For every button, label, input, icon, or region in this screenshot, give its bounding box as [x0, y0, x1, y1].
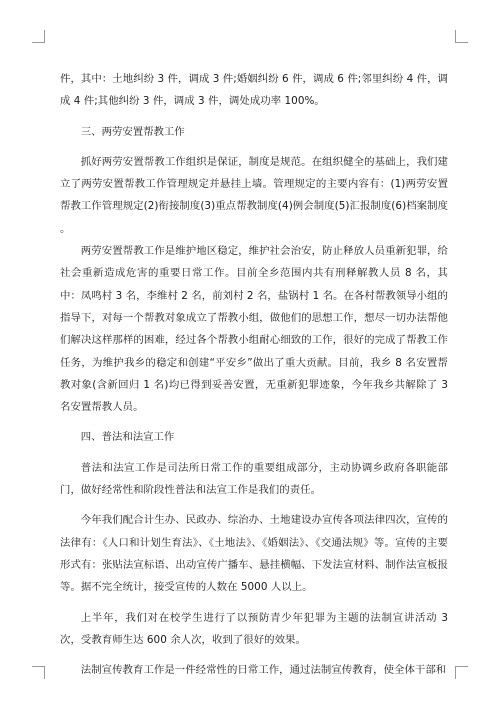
crop-mark-bottom-left	[32, 666, 45, 679]
paragraph-resettlement-rules: 抓好两劳安置帮教工作组织是保证，制度是规范。在组织健全的基础上，我们建立了两劳安置帮教工作管理规定并悬挂上墙。管理规定的主要内容有：(1)两劳安置帮教工作管理规定(2)衔接制度(3)重点帮教制度(4)例会制度(5)汇报制度(6)档案制度 。	[60, 155, 448, 235]
paragraph-school-lectures: 上半年，我们对在校学生进行了以预防青少年犯罪为主题的法制宣讲活动 3 次，受教育师生达 600 余人次，收到了很好的效果。	[60, 611, 448, 646]
section-heading-resettlement: 三、两劳安置帮教工作	[80, 125, 185, 138]
paragraph-legal-publicity-intro: 普法和法宣工作是司法所日常工作的重要组成部分，主动协调乡政府各职能部门，做好经常性和阶段性普法和法宣工作是我们的责任。	[60, 461, 448, 497]
section-heading-legal-publicity: 四、普法和法宣工作	[80, 431, 175, 444]
document-body	[60, 68, 448, 681]
crop-mark-top-right	[455, 30, 468, 43]
crop-mark-bottom-right	[455, 666, 468, 679]
crop-mark-top-left	[32, 30, 45, 43]
paragraph-resettlement-work: 两劳安置帮教工作是维护地区稳定，维护社会治安，防止释放人员重新犯罪，给社会重新造成危害的重要日常工作。目前全乡范围内共有刑释解教人员 8 名，其中：凤鸣村 3 名，李维村 2 名，前刘村 2 名，盐锅村 1 名。在各村帮教领导小组的指导下，对每一个帮教对象成立了帮教小组，做他们的思想工作，想尽一切办法帮他们解决这样那样的困难，经过各个帮教小组耐心细致的工作，很好的完成了帮教工作任务，为维护我乡的稳定和创建“平安乡”做出了重大贡献。目前，我乡 8 名安置帮教对象(含新回归 1 名)均已得到妥善安置，无重新犯罪迹象，今年我乡共解除了 3 名安置帮教人员。	[60, 245, 448, 414]
paragraph-dispute-summary: 件，其中：土地纠纷 3 件，调成 3 件;婚姻纠纷 6 件，调成 6 件;邻里纠纷 4 件，调成 4 件;其他纠纷 3 件，调成 3 件，调处成功率 100%。	[60, 73, 448, 108]
paragraph-legal-campaigns: 今年我们配合计生办、民政办、综治办、土地建设办宣传各项法律四次，宣传的法律有：《人口和计划生育法》、《土地法》、《婚姻法》、《交通法规》等。宣传的主要形式有：张贴法宣标语、出动宣传广播车、悬挂横幅、下发法宣材料、制作法宣板报等。据不完全统计，接受宣传的人数在 5000 人以上。	[60, 514, 448, 594]
paragraph-legal-education: 法制宣传教育工作是一件经常性的日常工作，通过法制宣传教育，使全体干部和	[80, 664, 447, 677]
